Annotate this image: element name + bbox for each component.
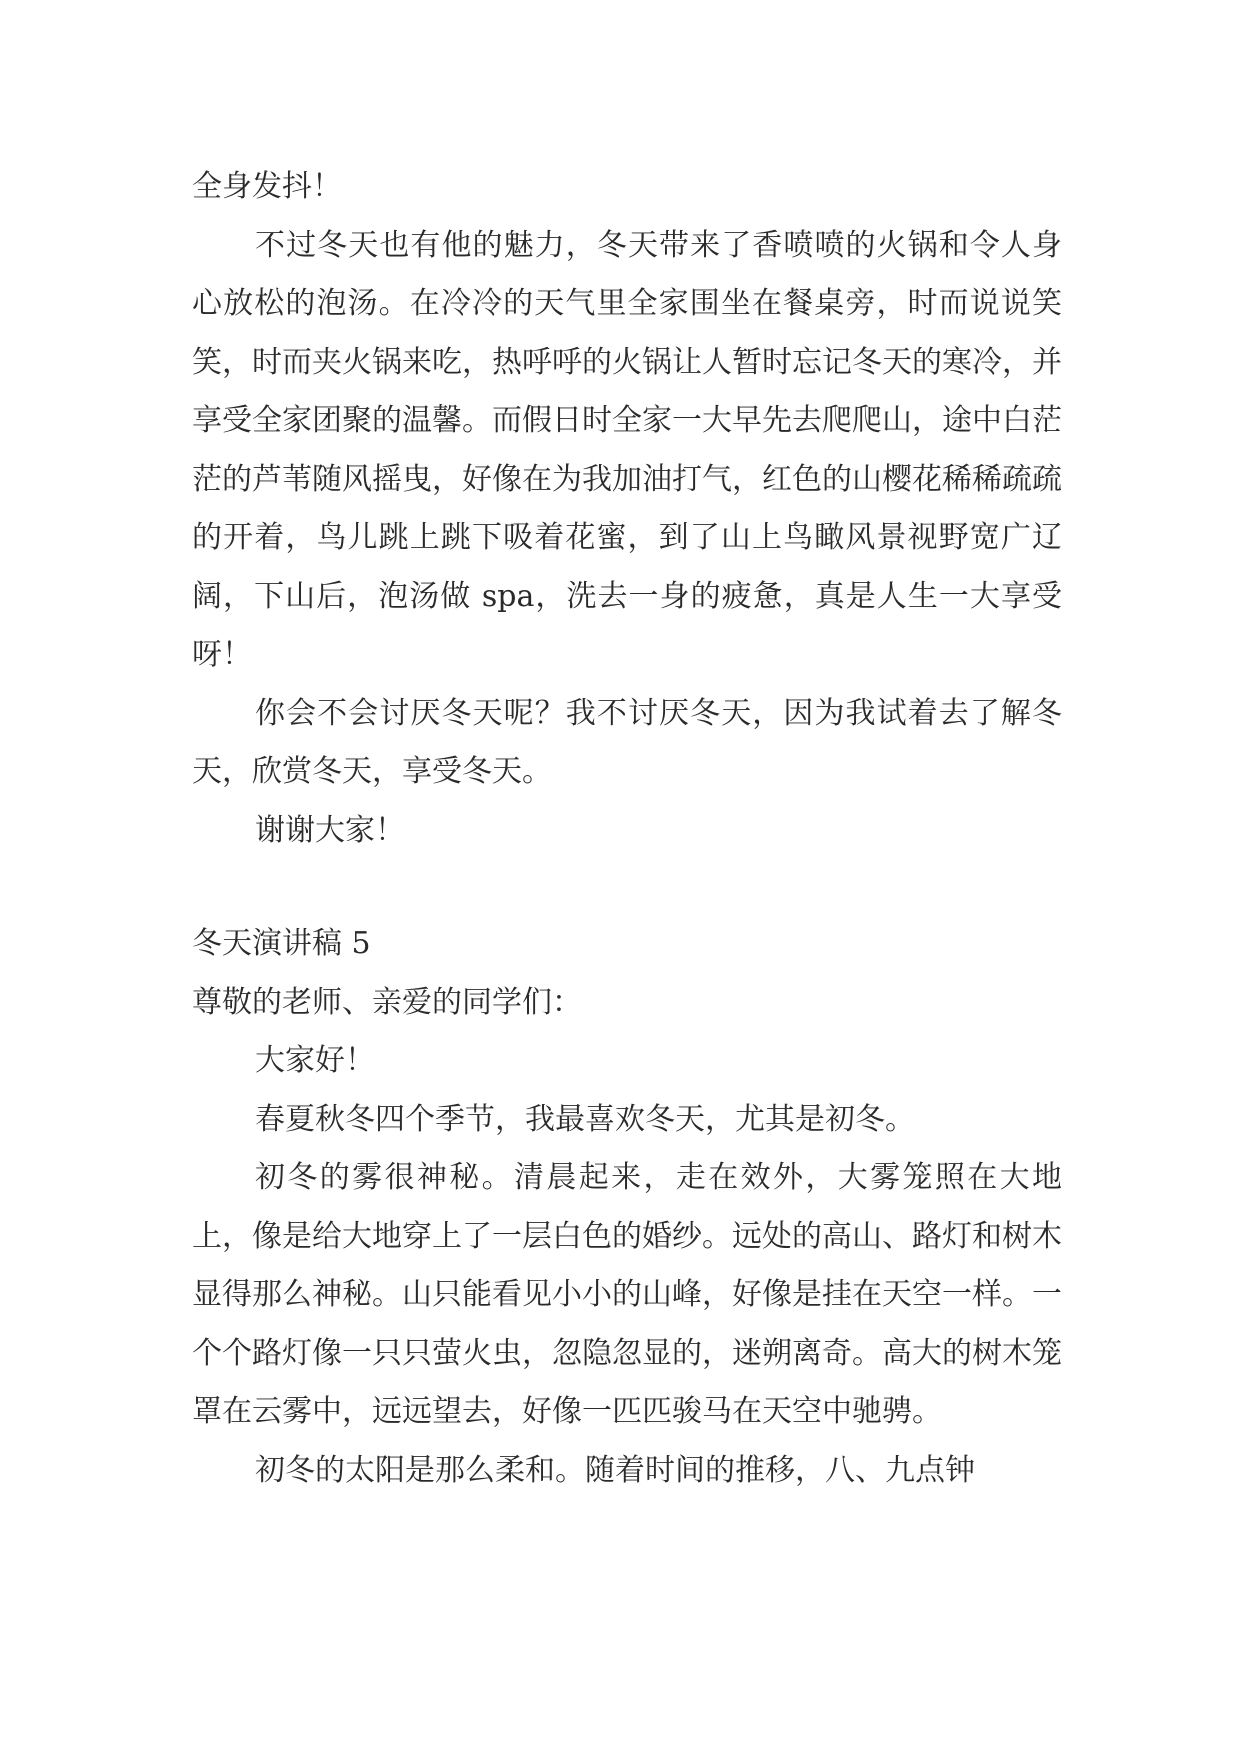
paragraph-fog: 初冬的雾很神秘。清晨起来，走在效外，大雾笼照在大地上，像是给大地穿上了一层白色的婚纱。远处的高山、路灯和树木显得那么神秘。山只能看见小小的山峰，好像是挂在天空一样。一个个路灯像一只只萤火虫，忽隐忽显的，迷朔离奇。高大的树木笼罩在云雾中，远远望去，好像一匹匹骏马在天空中驰骋。 [192, 1160, 1062, 1429]
section-title: 冬天演讲稿 5 [192, 926, 371, 961]
paragraph-thanks: 谢谢大家！ [255, 812, 405, 848]
paragraph-trembling: 全身发抖！ [192, 169, 342, 204]
paragraph-sun: 初冬的太阳是那么柔和。随着时间的推移，八、九点钟 [255, 1452, 975, 1488]
salutation: 尊敬的老师、亲爱的同学们： [192, 984, 582, 1020]
paragraph-question: 你会不会讨厌冬天呢？我不讨厌冬天，因为我试着去了解冬天，欣赏冬天，享受冬天。 [192, 695, 1062, 789]
paragraph-winter-charm: 不过冬天也有他的魅力，冬天带来了香喷喷的火锅和令人身心放松的泡汤。在冷冷的天气里全家围坐在餐桌旁，时而说说笑笑，时而夹火锅来吃，热呼呼的火锅让人暂时忘记冬天的寒冷，并享受全家团聚的温馨。而假日时全家一大早先去爬爬山，途中白茫茫的芦苇随风摇曳，好像在为我加油打气，红色的山樱花稀稀疏疏的开着，鸟儿跳上跳下吸着花蜜，到了山上鸟瞰风景视野宽广辽阔，下山后，泡汤做 spa，洗去一身的疲惫，真是人生一大享受呀！ [192, 227, 1062, 672]
speech-5 [192, 915, 1062, 1500]
paragraph-favorite-season: 春夏秋冬四个季节，我最喜欢冬天，尤其是初冬。 [255, 1101, 915, 1137]
speech-continuation [192, 158, 1062, 860]
paragraph-greeting: 大家好！ [255, 1043, 375, 1078]
